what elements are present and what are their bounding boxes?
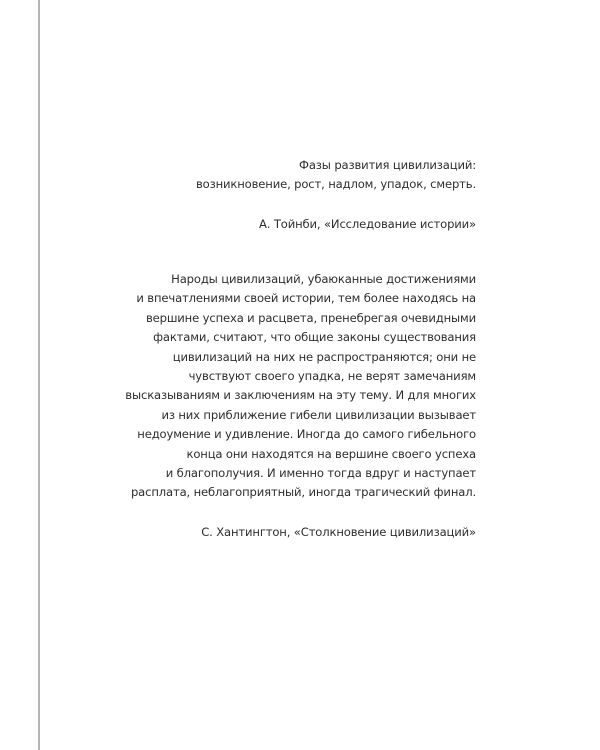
epigraph-author: А. Тойнби, «Исследование истории» <box>258 216 476 231</box>
epigraph-line: цивилизаций на них не распространяются; они не <box>172 349 476 364</box>
epigraph-line: и благополучия. И именно тогда вдруг и наступает <box>165 465 476 480</box>
epigraph-line: вершине успеха и расцвета, пренебрегая очевидными <box>145 310 476 325</box>
epigraph-line: конца они находятся на вершине своего успеха <box>186 446 476 461</box>
epigraph-line: возникновение, рост, надлом, упадок, смерть. <box>195 177 476 192</box>
epigraph-line: Фазы развития цивилизаций: <box>298 158 476 172</box>
epigraph-line: высказываниям и заключениям на эту тему. И для многих <box>125 388 476 403</box>
epigraph-huntington <box>125 270 476 542</box>
epigraph-line: фактами, считают, что общие законы существования <box>153 330 476 345</box>
epigraph-line: недоумение и удивление. Иногда до самого гибельного <box>137 427 476 442</box>
epigraph-line: Народы цивилизаций, убаюканные достижениями <box>171 272 476 286</box>
epigraph-line: из них приближение гибели цивилизации вызывает <box>161 407 476 422</box>
epigraph-line: чувствуют своего упадка, не верят замечаниям <box>188 368 476 383</box>
epigraph-author: С. Хантингтон, «Столкновение цивилизаций» <box>201 524 476 539</box>
epigraph-line: и впечатлениями своей истории, тем более находясь на <box>136 291 476 306</box>
page-spine-line <box>38 0 40 750</box>
epigraph-toynbee <box>196 156 476 234</box>
epigraph-line: расплата, неблагоприятный, иногда трагический финал. <box>130 485 476 500</box>
